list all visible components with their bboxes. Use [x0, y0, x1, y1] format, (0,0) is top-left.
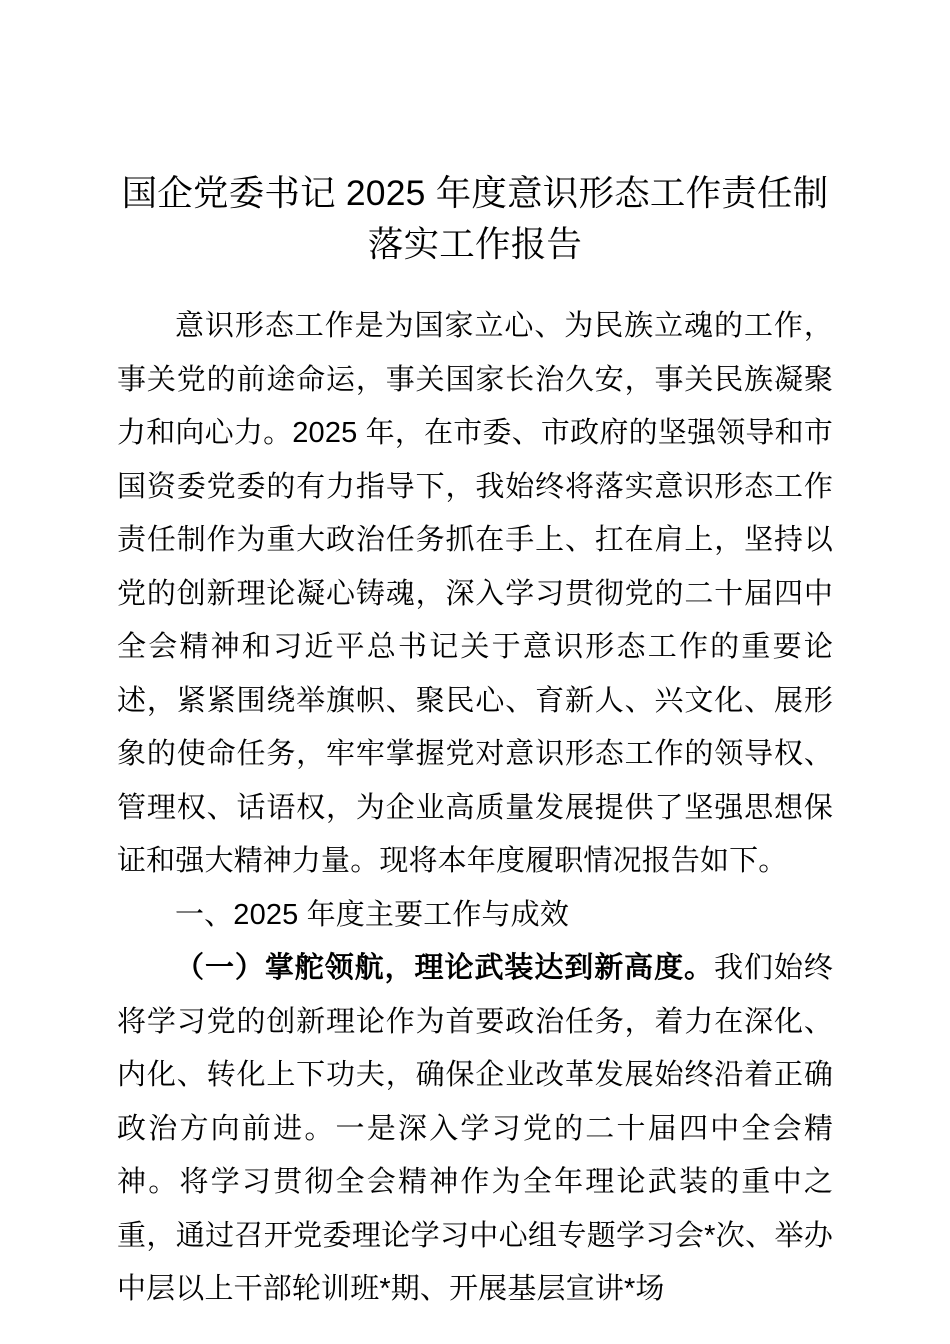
section-heading-1: 一、2025 年度主要工作与成效 — [175, 898, 569, 931]
body-paragraph-1: 意识形态工作是为国家立心、为民族立魂的工作，事关党的前途命运，事关国家长治久安，事关民族凝聚力和向心力。2025 年，在市委、市政府的坚强领导和市国资委党委的有力指导下，我始终将落实意识形态工作责任制作为重大政治任务抓在手上、扛在肩上，坚持以党的创新理论凝心铸魂，深入学习贯彻党的二十届四中全会精神和习近平总书记关于意识形态工作的重要论述，紧紧围绕举旗帜、聚民心、育新人、兴文化、展形象的使命任务，牢牢掌握党对意识形态工作的领导权、管理权、话语权，为企业高质量发展提供了坚强思想保证和强大精神力量。现将本年度履职情况报告如下。 — [117, 310, 833, 877]
title-body-spacer — [117, 270, 833, 300]
document-content — [117, 168, 833, 1317]
title-line-2: 落实工作报告 — [367, 224, 583, 264]
page-title — [117, 168, 833, 270]
subsection-1-heading: （一）掌舵领航，理论武装达到新高度。 — [175, 952, 715, 984]
title-line-1: 国企党委书记 2025 年度意识形态工作责任制 — [121, 173, 829, 213]
subsection-1-body: 我们始终将学习党的创新理论作为首要政治任务，着力在深化、内化、转化上下功夫，确保企业改革发展始终沿着正确政治方向前进。一是深入学习党的二十届四中全会精神。将学习贯彻全会精神作为全年理论武装的重中之重，通过召开党委理论学习中心组专题学习会*次、举办中层以上干部轮训班*期、开展基层宣讲*场 — [117, 952, 833, 1305]
subsection-paragraph-1 — [117, 942, 833, 1317]
